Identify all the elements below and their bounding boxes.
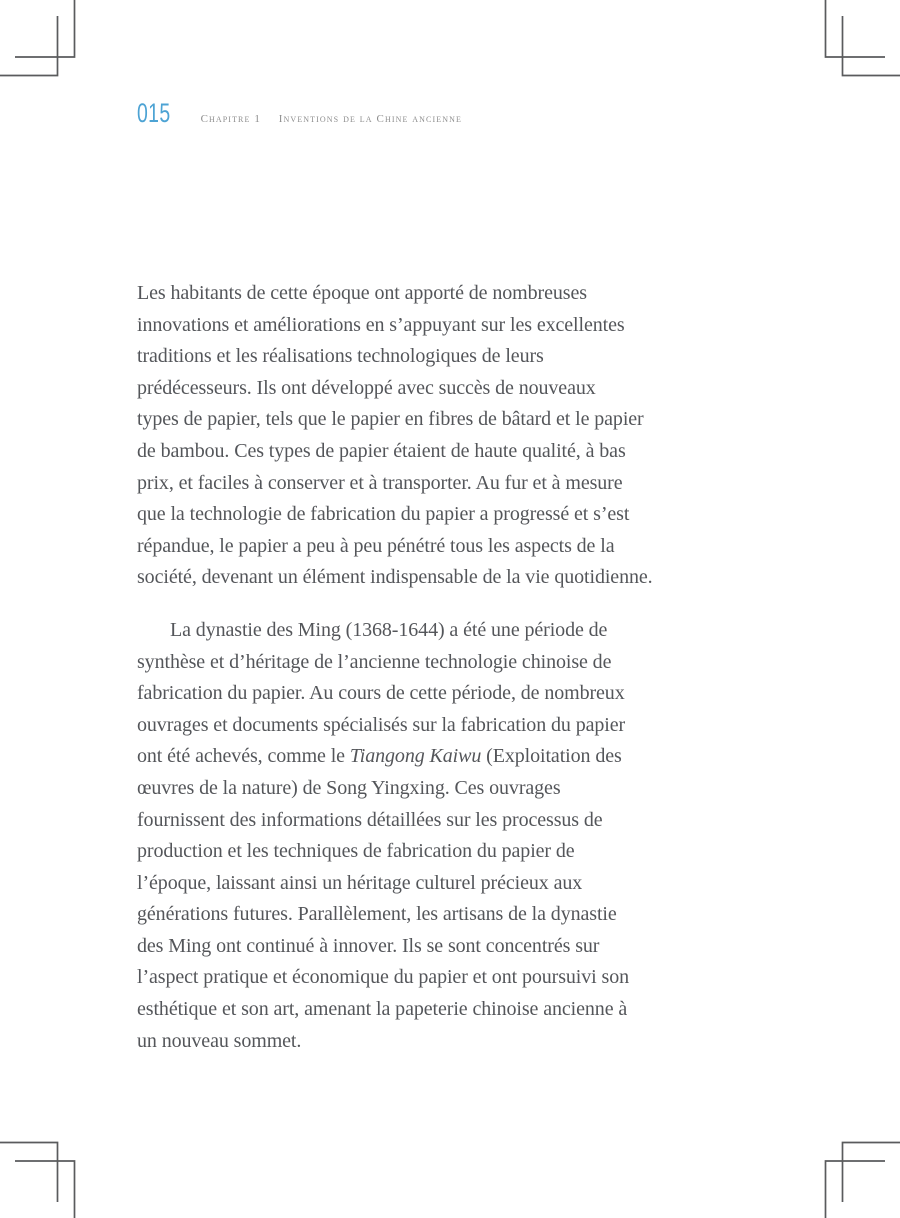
text-line: œuvres de la nature) de Song Yingxing. Ces ouvrages bbox=[137, 776, 561, 799]
text-line: l’aspect pratique et économique du papier et ont poursuivi son bbox=[137, 966, 629, 989]
paragraph-2-lines-top bbox=[137, 615, 717, 741]
text-line: production et les techniques de fabrication du papier de bbox=[137, 840, 575, 863]
running-header bbox=[137, 100, 462, 127]
text-line: innovations et améliorations en s’appuyant sur les excellentes bbox=[137, 313, 625, 336]
text-before-book-title: ont été achevés, comme le bbox=[137, 745, 350, 768]
text-line: fabrication du papier. Au cours de cette période, de nombreux bbox=[137, 682, 625, 705]
text-line: société, devenant un élément indispensable de la vie quotidienne. bbox=[137, 566, 653, 589]
text-line: prédécesseurs. Ils ont développé avec succès de nouveaux bbox=[137, 376, 596, 399]
crop-mark-top-left bbox=[0, 0, 86, 86]
text-line: esthétique et son art, amenant la papeterie chinoise ancienne à bbox=[137, 998, 628, 1021]
page-number: 015 bbox=[137, 98, 171, 128]
text-line: traditions et les réalisations technologiques de leurs bbox=[137, 345, 544, 368]
text-line: générations futures. Parallèlement, les artisans de la dynastie bbox=[137, 903, 617, 926]
text-line: ouvrages et documents spécialisés sur la fabrication du papier bbox=[137, 713, 626, 736]
text-line: prix, et faciles à conserver et à transporter. Au fur et à mesure bbox=[137, 471, 623, 494]
text-line: La dynastie des Ming (1368-1644) a été une période de bbox=[170, 618, 608, 641]
paragraph-2 bbox=[137, 615, 717, 1057]
crop-mark-top-right bbox=[814, 0, 900, 86]
text-line: Les habitants de cette époque ont apporté de nombreuses bbox=[137, 282, 587, 304]
paragraph-1 bbox=[137, 278, 717, 594]
text-line: fournissent des informations détaillées sur les processus de bbox=[137, 808, 603, 831]
text-line: synthèse et d’héritage de l’ancienne technologie chinoise de bbox=[137, 650, 612, 673]
book-title-tiangong-kaiwu: Tiangong Kaiwu bbox=[349, 745, 482, 768]
text-line: de bambou. Ces types de papier étaient de haute qualité, à bas bbox=[137, 439, 626, 462]
crop-mark-bottom-left bbox=[0, 1132, 86, 1218]
paragraph-2-lines-bottom bbox=[137, 773, 717, 1057]
chapter-title: Inventions de la Chine ancienne bbox=[278, 113, 462, 125]
text-line-with-book-title bbox=[137, 741, 717, 773]
text-line: des Ming ont continué à innover. Ils se sont concentrés sur bbox=[137, 934, 600, 957]
text-line: l’époque, laissant ainsi un héritage culturel précieux aux bbox=[137, 871, 583, 894]
crop-mark-bottom-right bbox=[814, 1132, 900, 1218]
chapter-label: Chapitre 1 bbox=[200, 113, 261, 125]
text-line: répandue, le papier a peu à peu pénétré tous les aspects de la bbox=[137, 534, 615, 557]
body-text bbox=[137, 278, 717, 1057]
chapter-heading bbox=[201, 113, 462, 125]
text-line: un nouveau sommet. bbox=[137, 1029, 302, 1052]
text-line: que la technologie de fabrication du papier a progressé et s’est bbox=[137, 503, 630, 526]
text-after-book-title: (Exploitation des bbox=[481, 745, 622, 768]
text-line: types de papier, tels que le papier en fibres de bâtard et le papier bbox=[137, 408, 644, 431]
